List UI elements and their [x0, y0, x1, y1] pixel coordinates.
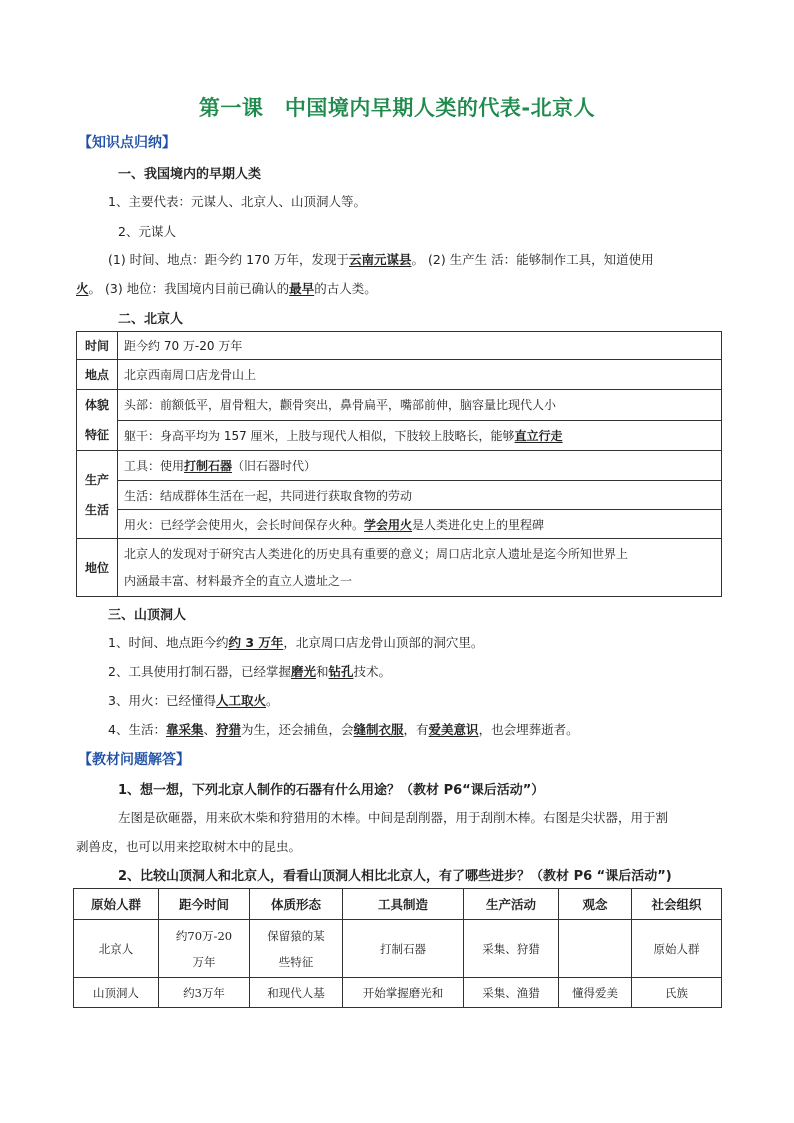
tool-value: 工具：使用打制石器（旧石器时代） — [118, 451, 722, 481]
col-header: 距今时间 — [159, 889, 250, 920]
table-row — [74, 920, 722, 978]
shandingdong-heading: 三、山顶洞人 — [108, 608, 187, 623]
section-early-humans: 一、我国境内的早期人类 — [118, 167, 262, 182]
table-cell: 北京人 — [74, 920, 159, 978]
table-cell: 约70万-20万年 — [159, 920, 250, 978]
status-value: 北京人的发现对于研究古人类进化的历史具有重要的意义；周口店北京人遗址是迄今所知世界上 内涵最丰富、材料最齐全的直立人遗址之一 — [118, 539, 722, 597]
status-label: 地位 — [77, 539, 118, 597]
time-label: 时间 — [77, 332, 118, 360]
life-value: 生活：结成群体生活在一起，共同进行获取食物的劳动 — [118, 481, 722, 510]
table-cell: 山顶洞人 — [74, 978, 159, 1008]
table-cell: 原始人群 — [632, 920, 722, 978]
place-value: 北京西南周口店龙骨山上 — [118, 360, 722, 390]
question-1: 1、想一想，下列北京人制作的石器有什么用途？（教材 P6“课后活动”） — [118, 783, 545, 798]
production-life-label: 生产 生活 — [77, 451, 118, 539]
table-cell: 懂得爱美 — [559, 978, 632, 1008]
table-cell: 约3万年 — [159, 978, 250, 1008]
col-header: 体质形态 — [250, 889, 343, 920]
place-label: 地点 — [77, 360, 118, 390]
table-cell: 采集、渔猎 — [464, 978, 559, 1008]
beijing-man-table — [76, 331, 722, 597]
comparison-table — [73, 888, 722, 1008]
textbook-heading: 【教材问题解答】 — [78, 752, 190, 768]
shandingdong-fire: 3、用火：已经懂得人工取火。 — [108, 693, 279, 708]
table-cell: 保留猿的某些特征 — [250, 920, 343, 978]
answer-1-line2: 剥兽皮，也可以用来挖取树木中的昆虫。 — [76, 839, 302, 854]
table-cell: 采集、狩猎 — [464, 920, 559, 978]
shandingdong-life: 4、生活：靠采集、狩猎为生，还会捕鱼，会缝制衣服，有爱美意识，也会埋葬逝者。 — [108, 722, 579, 737]
fire-value: 用火：已经学会使用火，会长时间保存火种。学会用火是人类进化史上的里程碑 — [118, 510, 722, 539]
table-cell: 氏族 — [632, 978, 722, 1008]
col-header: 工具制造 — [343, 889, 464, 920]
beijing-man-heading: 二、北京人 — [118, 312, 184, 327]
body-features-label: 体貌 特征 — [77, 390, 118, 451]
table-cell: 开始掌握磨光和 — [343, 978, 464, 1008]
col-header: 原始人群 — [74, 889, 159, 920]
yuanmou-line1: (1) 时间、地点：距今约 170 万年，发现于云南元谋县。 (2) 生产生 活：能够制作工具，知道使用 — [108, 252, 654, 267]
main-representatives: 1、主要代表：元谋人、北京人、山顶洞人等。 — [108, 194, 366, 209]
head-features: 头部：前额低平，眉骨粗大，颧骨突出，鼻骨扁平，嘴部前伸，脑容量比现代人小 — [118, 390, 722, 421]
comparison-header-row — [74, 889, 722, 920]
question-2: 2、比较山顶洞人和北京人，看看山顶洞人相比北京人，有了哪些进步？（教材 P6 “课后活动”) — [118, 869, 672, 884]
table-cell: 和现代人基 — [250, 978, 343, 1008]
knowledge-heading: 【知识点归纳】 — [78, 135, 176, 151]
col-header: 生产活动 — [464, 889, 559, 920]
col-header: 社会组织 — [632, 889, 722, 920]
yuanmou-line2: 火。 (3) 地位：我国境内目前已确认的最早的古人类。 — [76, 281, 377, 296]
table-cell: 打制石器 — [343, 920, 464, 978]
yuanmou-heading: 2、元谋人 — [118, 224, 176, 239]
shandingdong-time: 1、时间、地点距今约约 3 万年，北京周口店龙骨山顶部的洞穴里。 — [108, 635, 484, 650]
table-row — [74, 978, 722, 1008]
answer-1-line1: 左图是砍砸器，用来砍木柴和狩猎用的木棒。中间是刮削器，用于刮削木棒。右图是尖状器，用于割 — [118, 810, 669, 825]
page-title: 第一课 中国境内早期人类的代表-北京人 — [198, 96, 596, 120]
col-header: 观念 — [559, 889, 632, 920]
time-value: 距今约 70 万-20 万年 — [118, 332, 722, 360]
table-cell — [559, 920, 632, 978]
trunk-features: 躯干：身高平均为 157 厘米，上肢与现代人相似，下肢较上肢略长，能够直立行走 — [118, 420, 722, 451]
shandingdong-tools: 2、工具使用打制石器，已经掌握磨光和钻孔技术。 — [108, 664, 392, 679]
